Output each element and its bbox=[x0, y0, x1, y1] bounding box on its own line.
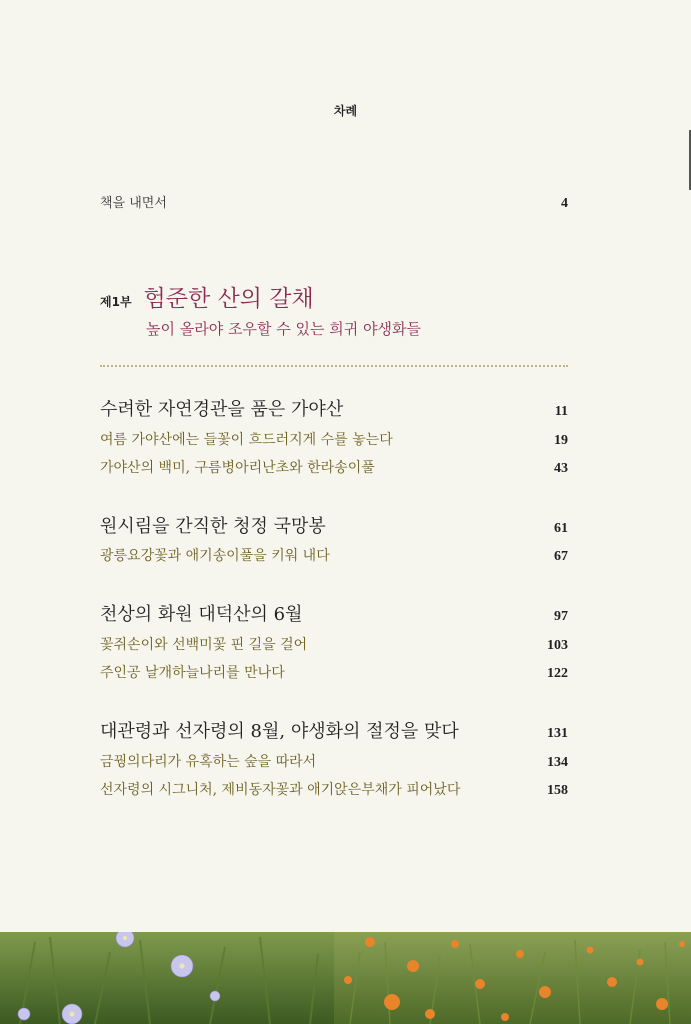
chapter-page: 61 bbox=[554, 521, 568, 536]
entry-page: 103 bbox=[547, 638, 568, 653]
toc-entry[interactable] bbox=[100, 429, 568, 449]
entry-page: 19 bbox=[554, 433, 568, 448]
toc-entry[interactable] bbox=[100, 662, 568, 682]
part-heading bbox=[100, 280, 314, 313]
entry-title: 선자령의 시그니처, 제비동자꽃과 애기앉은부채가 피어났다 bbox=[100, 782, 461, 798]
entry-page: 158 bbox=[547, 783, 568, 798]
chapter-title: 천상의 화원 대덕산의 6월 bbox=[100, 604, 303, 625]
wildflower-photo bbox=[0, 932, 691, 1024]
toc-entry[interactable] bbox=[100, 634, 568, 654]
entry-title: 금꿩의다리가 유혹하는 숲을 따라서 bbox=[100, 754, 317, 770]
toc-entry[interactable] bbox=[100, 457, 568, 477]
wildflower-photo-strip bbox=[0, 932, 691, 1024]
toc-entry[interactable] bbox=[100, 545, 568, 565]
toc-entry-intro[interactable] bbox=[100, 192, 568, 212]
entry-title: 꽃쥐손이와 선백미꽃 핀 길을 걸어 bbox=[100, 637, 308, 653]
entry-page: 134 bbox=[547, 755, 568, 770]
dotted-divider bbox=[100, 365, 568, 367]
toc-title: 차례 bbox=[333, 104, 358, 118]
toc-entry[interactable] bbox=[100, 779, 568, 799]
toc-entry-title: 책을 내면서 bbox=[100, 196, 167, 211]
chapter-page: 131 bbox=[547, 726, 568, 741]
chapter-page: 97 bbox=[554, 609, 568, 624]
chapter-title: 수려한 자연경관을 품은 가야산 bbox=[100, 399, 344, 420]
chapter-title: 대관령과 선자령의 8월, 야생화의 절정을 맞다 bbox=[100, 721, 459, 742]
part-subtitle: 높이 올라야 조우할 수 있는 희귀 야생화들 bbox=[146, 320, 421, 338]
toc-chapter-4[interactable] bbox=[100, 717, 568, 743]
entry-title: 주인공 날개하늘나리를 만나다 bbox=[100, 665, 285, 681]
entry-title: 여름 가야산에는 들꽃이 흐드러지게 수를 놓는다 bbox=[100, 432, 393, 448]
part-label: 제1부 bbox=[100, 295, 132, 309]
toc-entry-page: 4 bbox=[561, 196, 568, 211]
part-title: 험준한 산의 갈채 bbox=[143, 286, 314, 312]
chapter-page: 11 bbox=[554, 404, 568, 419]
entry-page: 67 bbox=[554, 549, 568, 564]
entry-page: 122 bbox=[547, 666, 568, 681]
entry-title: 광릉요강꽃과 애기송이풀을 키워 내다 bbox=[100, 548, 330, 564]
chapter-title: 원시림을 간직한 청정 국망봉 bbox=[100, 516, 326, 537]
toc-chapter-1[interactable] bbox=[100, 395, 568, 421]
toc-chapter-3[interactable] bbox=[100, 600, 568, 626]
entry-page: 43 bbox=[554, 461, 568, 476]
entry-title: 가야산의 백미, 구름병아리난초와 한라송이풀 bbox=[100, 460, 375, 476]
toc-chapter-2[interactable] bbox=[100, 512, 568, 538]
toc-entry[interactable] bbox=[100, 751, 568, 771]
